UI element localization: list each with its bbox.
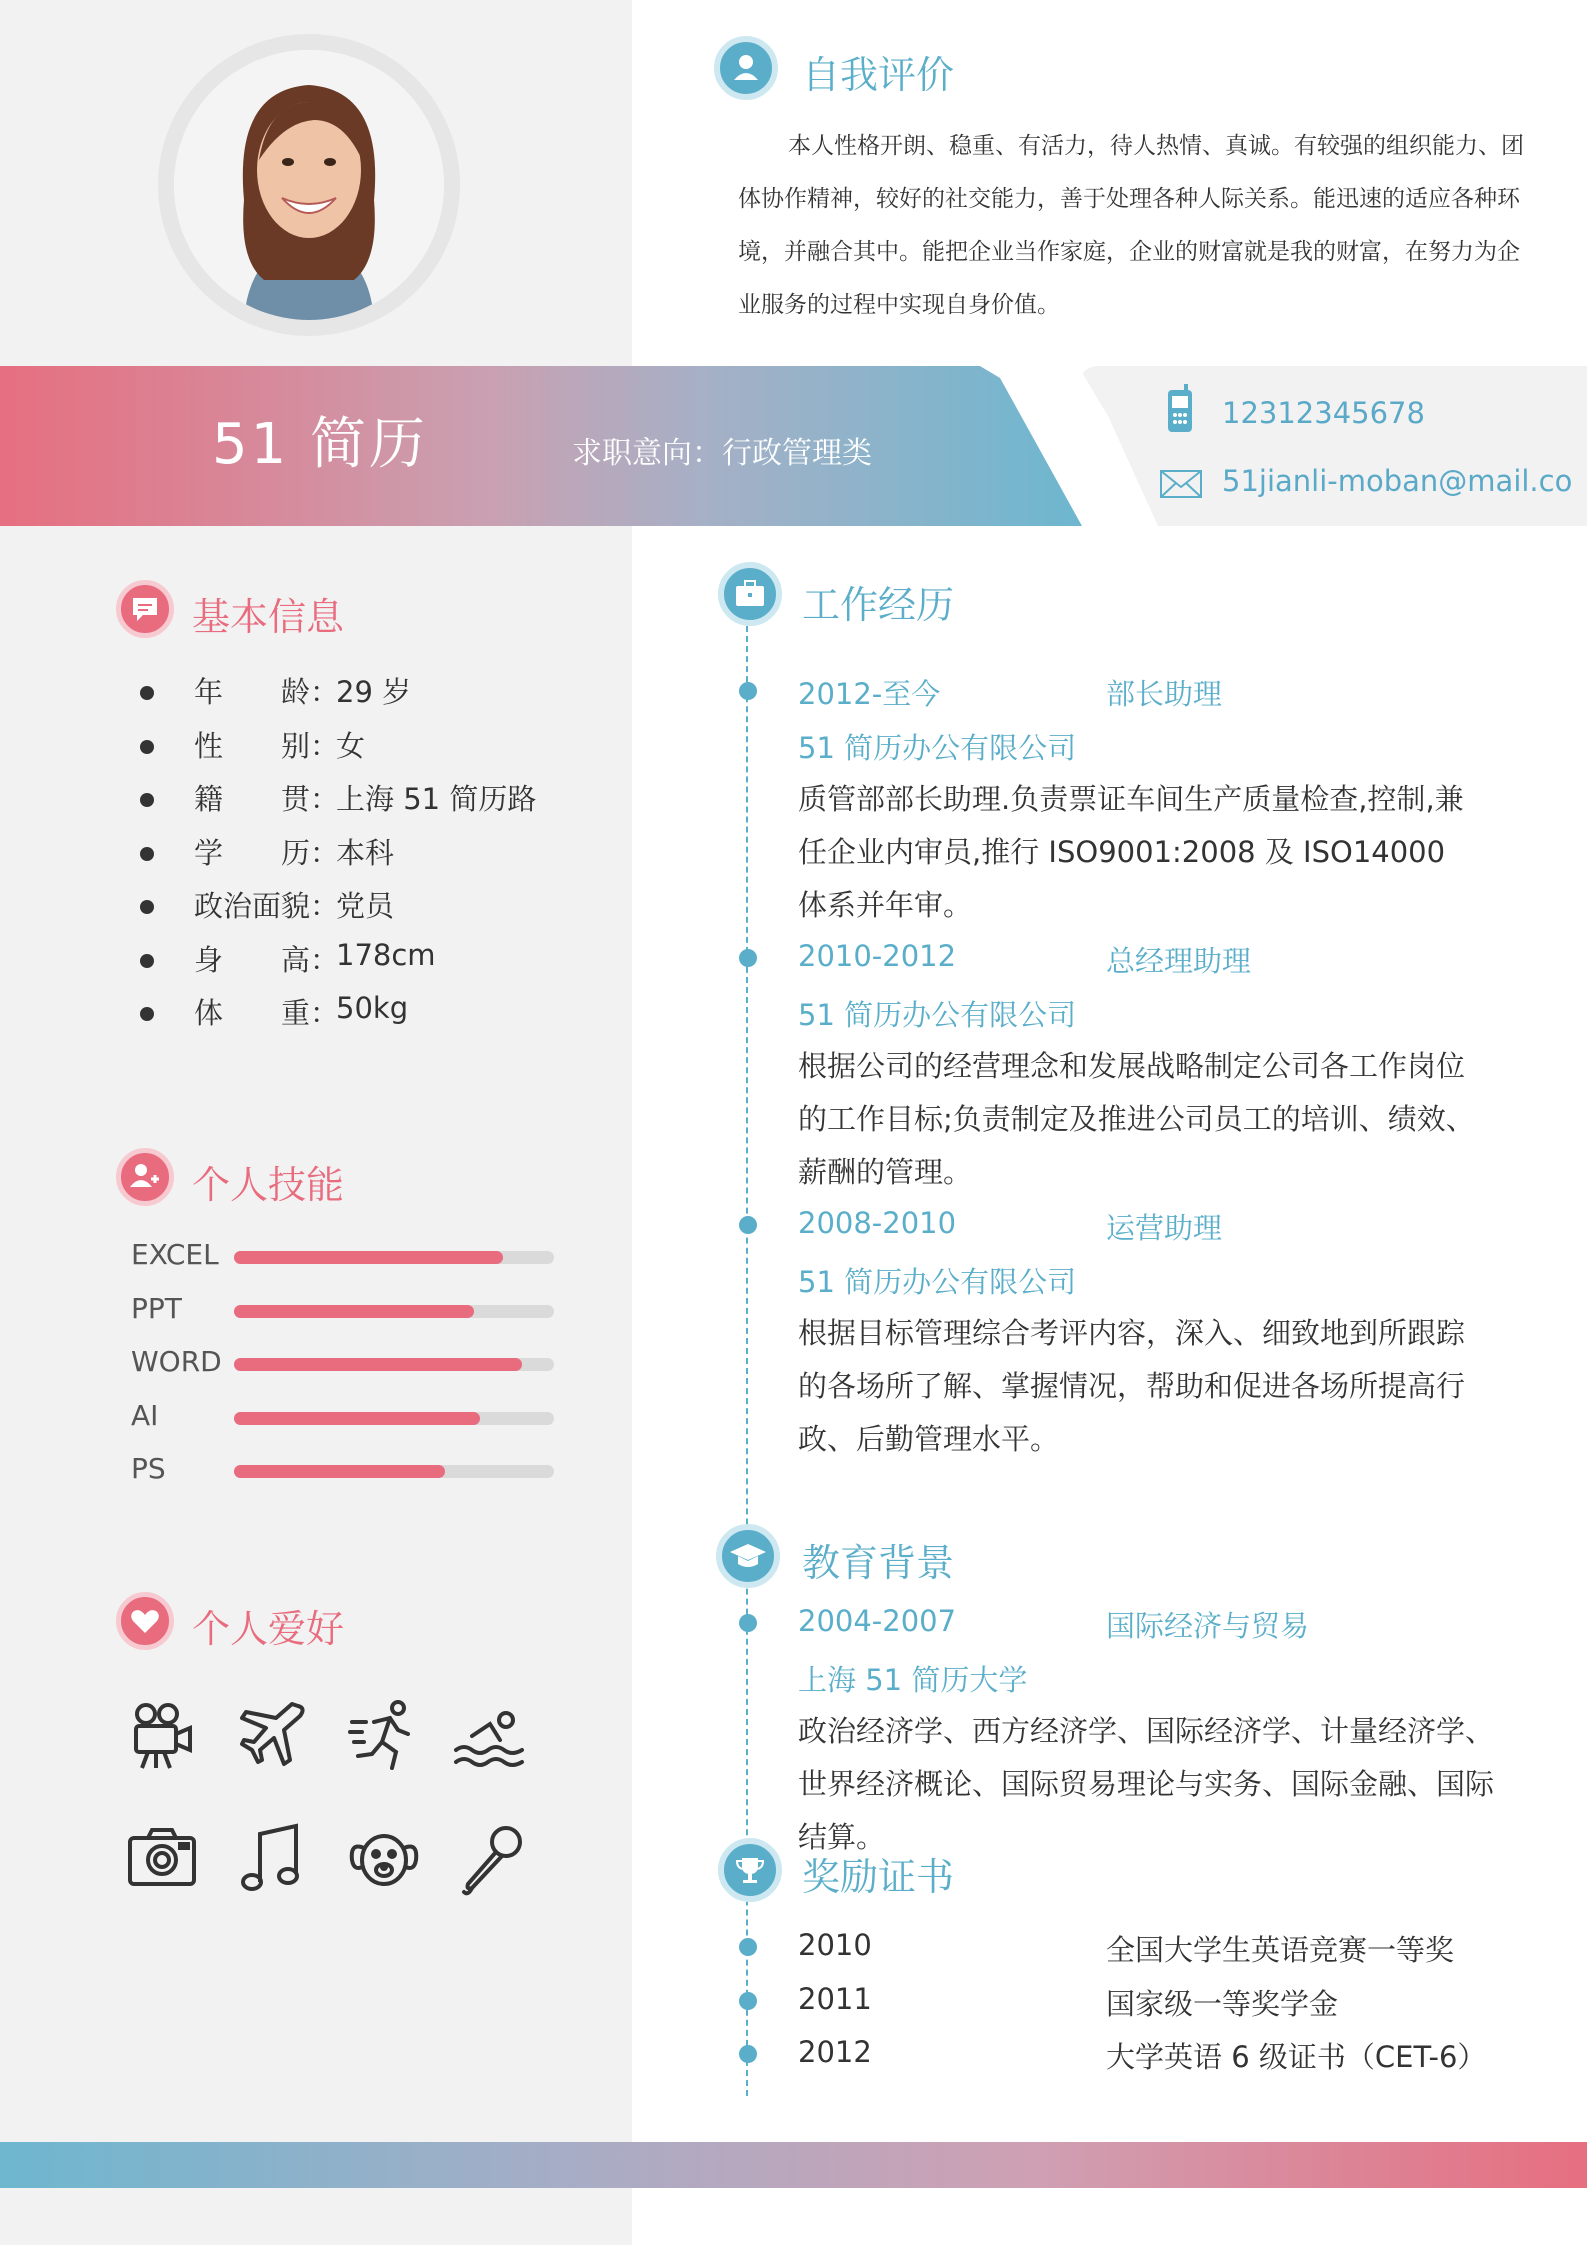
running-icon [344, 1696, 424, 1776]
work-role: 部长助理 [1106, 677, 1223, 711]
bullet-dot [140, 793, 154, 807]
sidebar [0, 0, 632, 2245]
job-intent: 求职意向：行政管理类 [572, 436, 872, 471]
skill-bar [234, 1305, 554, 1318]
info-label: 政治面貌： [194, 889, 340, 923]
timeline-dot [739, 2045, 757, 2063]
info-value: 29 岁 [336, 675, 412, 709]
work-title: 工作经历 [802, 583, 955, 627]
work-company: 51 简历办公有限公司 [798, 1265, 1077, 1299]
skill-bar [234, 1412, 554, 1425]
camera-icon [124, 1820, 204, 1900]
timeline-dot [739, 1216, 757, 1234]
education-period: 2004-2007 [798, 1604, 957, 1638]
timeline-dot [739, 1992, 757, 2010]
education-major: 国际经济与贸易 [1106, 1609, 1310, 1643]
bullet-dot [140, 900, 154, 914]
education-school: 上海 51 简历大学 [798, 1663, 1028, 1697]
award-name: 大学英语 6 级证书（CET-6） [1106, 2040, 1487, 2074]
skill-name: EXCEL [131, 1238, 219, 1271]
skill-bar-fill [234, 1305, 474, 1318]
info-label: 身 高： [194, 942, 340, 977]
work-description: 质管部部长助理.负责票证车间生产质量检查,控制,兼任企业内审员,推行 ISO9001:2008 及 ISO14000 体系并年审。 [798, 782, 1464, 922]
avatar [174, 50, 444, 320]
airplane-icon [234, 1696, 314, 1776]
education-title: 教育背景 [802, 1541, 955, 1585]
briefcase-icon [718, 562, 782, 626]
info-label: 学 历： [194, 835, 340, 870]
basic-info-icon [116, 580, 174, 638]
info-value: 上海 51 简历路 [336, 782, 537, 816]
award-year: 2010 [798, 1928, 872, 1962]
skills-icon [116, 1148, 174, 1206]
skill-bar-fill [234, 1251, 503, 1264]
graduation-cap-icon [716, 1524, 780, 1588]
skill-bar-fill [234, 1358, 522, 1371]
contact-box [1078, 366, 1587, 526]
skill-name: PS [131, 1452, 166, 1485]
work-company: 51 简历办公有限公司 [798, 731, 1077, 765]
mail-icon [1160, 470, 1202, 502]
awards-title: 奖励证书 [802, 1855, 955, 1899]
work-period: 2012-至今 [798, 677, 941, 711]
skill-bar [234, 1358, 554, 1371]
award-year: 2012 [798, 2035, 872, 2069]
award-name: 国家级一等奖学金 [1106, 1986, 1339, 2021]
bullet-dot [140, 686, 154, 700]
skill-bar-fill [234, 1465, 445, 1478]
award-name: 全国大学生英语竞赛一等奖 [1106, 1933, 1455, 1967]
info-value: 女 [336, 728, 366, 763]
bullet-dot [140, 1007, 154, 1021]
skill-name: WORD [131, 1345, 222, 1378]
timeline-dot [739, 682, 757, 700]
work-description: 根据目标管理综合考评内容，深入、细致地到所跟踪的各场所了解、掌握情况，帮助和促进各场所提高行政、后勤管理水平。 [798, 1316, 1466, 1456]
education-courses: 政治经济学、西方经济学、国际经济学、计量经济学、世界经济概论、国际贸易理论与实务、国际金融、国际结算。 [798, 1714, 1495, 1854]
info-label: 籍 贯： [194, 782, 340, 816]
timeline-dot [739, 949, 757, 967]
timeline-dot [739, 1614, 757, 1632]
award-year: 2011 [798, 1981, 872, 2016]
phone-number: 12312345678 [1222, 396, 1425, 430]
info-label: 体 重： [194, 996, 340, 1030]
self-eval-text: 本人性格开朗、稳重、有活力，待人热情、真诚。有较强的组织能力、团体协作精神，较好的社交能力，善于处理各种人际关系。能迅速的适应各种环境，并融合其中。能把企业当作家庭，企业的财富就是我的财富，在努力为企业服务的过程中实现自身价值。 [738, 133, 1524, 318]
timeline-dot [739, 1938, 757, 1956]
self-eval-icon [714, 36, 778, 100]
info-label: 年 龄： [194, 675, 340, 709]
work-period: 2010-2012 [798, 939, 957, 973]
bullet-dot [140, 847, 154, 861]
skill-name: AI [131, 1398, 159, 1432]
swimming-icon [450, 1696, 530, 1776]
film-camera-icon [124, 1696, 204, 1776]
info-label: 性 别： [194, 728, 340, 763]
skill-bar-fill [234, 1412, 480, 1425]
dog-icon [344, 1820, 424, 1900]
self-eval-title: 自我评价 [802, 53, 955, 97]
candidate-name: 51 简历 [212, 412, 429, 477]
phone-icon [1166, 384, 1194, 438]
header-banner [0, 366, 1082, 526]
bullet-dot [140, 954, 154, 968]
hobbies-icon [116, 1592, 174, 1650]
info-value: 178cm [336, 937, 436, 972]
info-value: 党员 [336, 889, 395, 923]
basic-info-title: 基本信息 [192, 595, 345, 639]
work-period: 2008-2010 [798, 1206, 957, 1240]
trophy-icon [718, 1838, 782, 1902]
work-role: 运营助理 [1106, 1211, 1223, 1245]
skills-title: 个人技能 [192, 1163, 345, 1207]
music-note-icon [234, 1820, 314, 1900]
email-address: 51jianli-moban@mail.co [1222, 464, 1573, 498]
skill-bar [234, 1465, 554, 1478]
bullet-dot [140, 740, 154, 754]
info-value: 50kg [336, 991, 409, 1025]
info-value: 本科 [336, 835, 395, 870]
hobbies-title: 个人爱好 [192, 1607, 345, 1651]
work-company: 51 简历办公有限公司 [798, 998, 1077, 1032]
work-description: 根据公司的经营理念和发展战略制定公司各工作岗位的工作目标;负责制定及推进公司员工的培训、绩效、薪酬的管理。 [798, 1049, 1475, 1189]
skill-name: PPT [131, 1291, 182, 1325]
skill-bar [234, 1251, 554, 1264]
work-role: 总经理助理 [1106, 944, 1252, 978]
microphone-icon [454, 1820, 534, 1900]
footer-bar [0, 2142, 1587, 2188]
